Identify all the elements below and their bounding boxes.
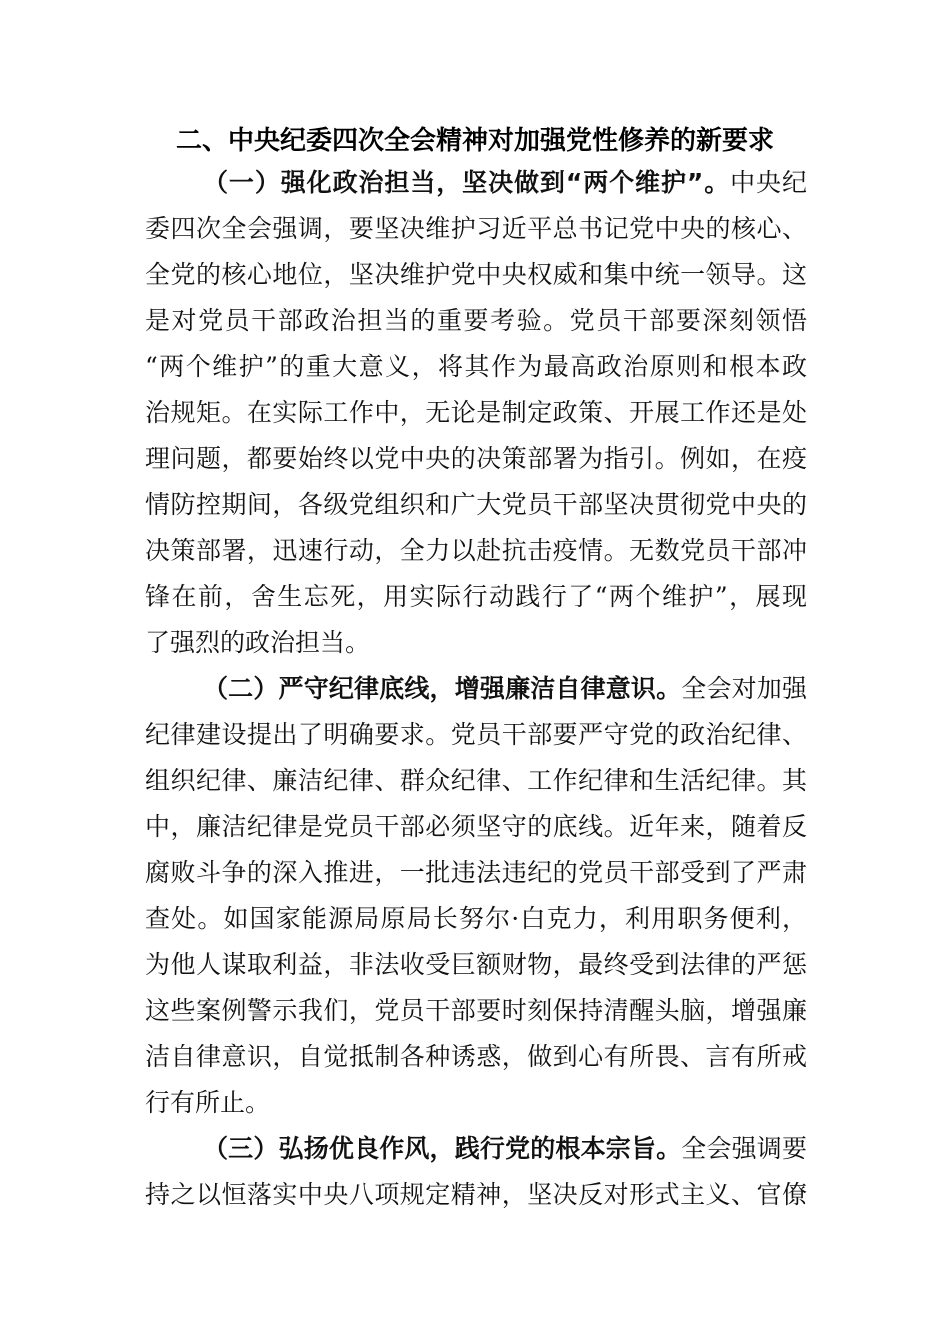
paragraph-1-line-9: 决策部署，迅速行动，全力以赴抗击疫情。无数党员干部冲 xyxy=(145,536,807,565)
paragraph-2-line-10: 行有所止。 xyxy=(145,1088,271,1117)
paragraph-1-line-2: 委四次全会强调，要坚决维护习近平总书记党中央的核心、 xyxy=(145,214,807,243)
paragraph-3-line-2: 持之以恒落实中央八项规定精神，坚决反对形式主义、官僚 xyxy=(145,1180,807,1209)
paragraph-1-line-8: 情防控期间，各级党组织和广大党员干部坚决贯彻党中央的 xyxy=(145,490,807,519)
paragraph-2-line-6: 查处。如国家能源局原局长努尔·白克力，利用职务便利， xyxy=(145,904,807,933)
paragraph-2-heading: （二）严守纪律底线，增强廉洁自律意识。 xyxy=(203,674,682,703)
paragraph-2-line-8: 这些案例警示我们，党员干部要时刻保持清醒头脑，增强廉 xyxy=(145,996,807,1025)
paragraph-1-line-3: 全党的核心地位，坚决维护党中央权威和集中统一领导。这 xyxy=(145,260,807,289)
paragraph-2-line-5: 腐败斗争的深入推进，一批违法违纪的党员干部受到了严肃 xyxy=(145,858,807,887)
paragraph-1-line-7: 理问题，都要始终以党中央的决策部署为指引。例如，在疫 xyxy=(145,444,807,473)
paragraph-1-line-5: “两个维护”的重大意义，将其作为最高政治原则和根本政 xyxy=(145,352,807,381)
paragraph-3-line-1 xyxy=(203,1126,807,1172)
paragraph-3-heading: （三）弘扬优良作风，践行党的根本宗旨。 xyxy=(203,1134,682,1163)
paragraph-2-line-2: 纪律建设提出了明确要求。党员干部要严守党的政治纪律、 xyxy=(145,720,807,749)
section-title: 二、中央纪委四次全会精神对加强党性修养的新要求 xyxy=(175,126,774,156)
paragraph-3-text: 全会强调要 xyxy=(681,1134,807,1163)
paragraph-2-line-7: 为他人谋取利益，非法收受巨额财物，最终受到法律的严惩 xyxy=(145,950,807,979)
paragraph-1-line-4: 是对党员干部政治担当的重要考验。党员干部要深刻领悟 xyxy=(145,306,807,335)
paragraph-2-line-9: 洁自律意识，自觉抵制各种诱惑，做到心有所畏、言有所戒 xyxy=(145,1042,807,1071)
paragraph-1-line-6: 治规矩。在实际工作中，无论是制定政策、开展工作还是处 xyxy=(145,398,807,427)
paragraph-1-line-1 xyxy=(203,160,807,206)
paragraph-2-line-1 xyxy=(203,666,807,712)
paragraph-1-line-10: 锋在前，舍生忘死，用实际行动践行了“两个维护”，展现 xyxy=(145,582,807,611)
paragraph-1-heading: （一）强化政治担当，坚决做到“两个维护”。 xyxy=(203,168,731,197)
paragraph-2-line-3: 组织纪律、廉洁纪律、群众纪律、工作纪律和生活纪律。其 xyxy=(145,766,807,795)
paragraph-1-line-11: 了强烈的政治担当。 xyxy=(145,628,371,657)
paragraph-2-text: 全会对加强 xyxy=(681,674,807,703)
paragraph-2-line-4: 中，廉洁纪律是党员干部必须坚守的底线。近年来，随着反 xyxy=(145,812,807,841)
paragraph-1-text: 中央纪 xyxy=(730,168,807,197)
